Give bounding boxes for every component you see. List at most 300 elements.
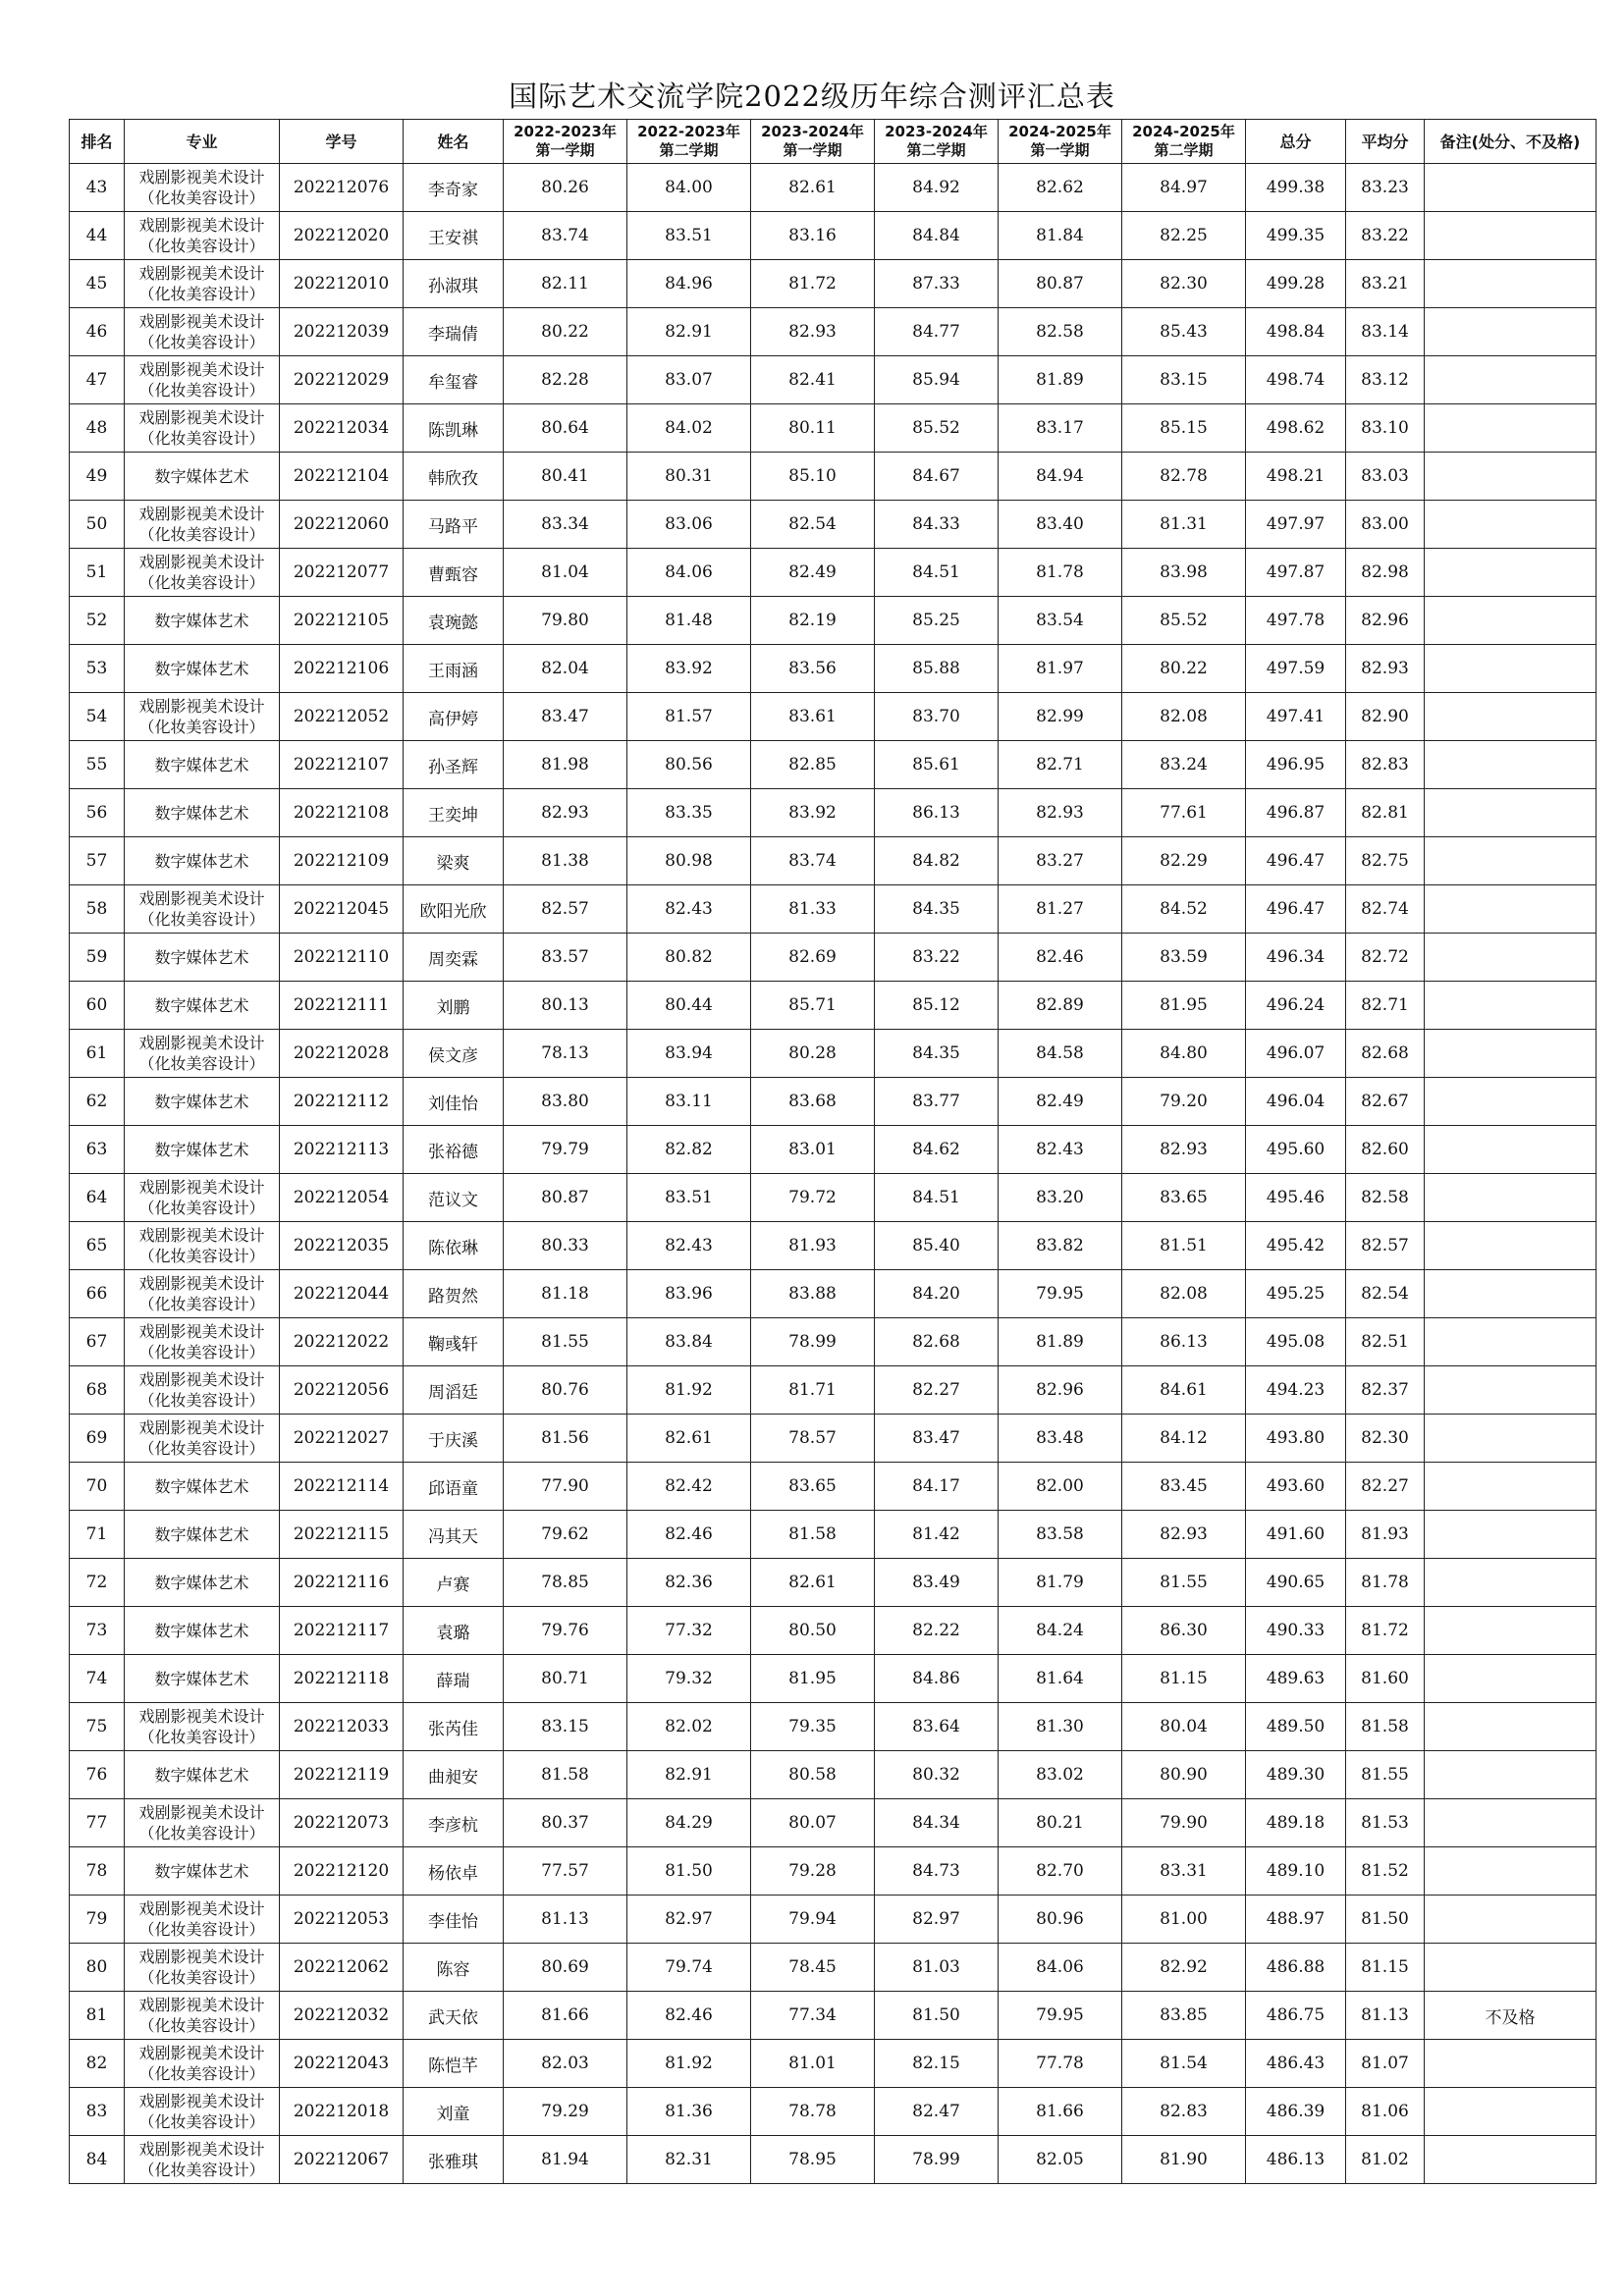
table-row bbox=[70, 404, 1597, 453]
total-cell: 496.87 bbox=[1246, 789, 1346, 837]
name-cell: 孙圣辉 bbox=[404, 741, 504, 789]
term-score-cell: 84.17 bbox=[875, 1463, 999, 1511]
term-score-cell: 82.22 bbox=[875, 1607, 999, 1655]
term-score-cell: 81.79 bbox=[999, 1559, 1122, 1607]
term-score-cell: 83.01 bbox=[751, 1126, 875, 1174]
name-cell: 李奇家 bbox=[404, 164, 504, 212]
rank-cell: 59 bbox=[70, 934, 125, 982]
header-term-year: 2024-2025年 bbox=[1008, 123, 1111, 140]
term-score-cell: 80.13 bbox=[504, 982, 627, 1030]
term-score-cell: 80.90 bbox=[1122, 1751, 1246, 1799]
major-line: （化妆美容设计） bbox=[138, 1968, 265, 1987]
term-score-cell: 82.83 bbox=[1122, 2088, 1246, 2136]
term-score-cell: 85.40 bbox=[875, 1222, 999, 1270]
major-line: （化妆美容设计） bbox=[138, 1343, 265, 1362]
major-line: （化妆美容设计） bbox=[138, 2161, 265, 2179]
table-row bbox=[70, 982, 1597, 1030]
term-score-cell: 81.78 bbox=[999, 549, 1122, 597]
term-score-cell: 80.44 bbox=[627, 982, 751, 1030]
table-row bbox=[70, 837, 1597, 885]
table-row bbox=[70, 1030, 1597, 1078]
major-line: 数字媒体艺术 bbox=[154, 1861, 249, 1881]
term-score-cell: 84.20 bbox=[875, 1270, 999, 1318]
major-line: 数字媒体艺术 bbox=[154, 466, 249, 486]
student-id-cell: 202212028 bbox=[280, 1030, 404, 1078]
student-id-cell: 202212106 bbox=[280, 645, 404, 693]
header-remark: 备注(处分、不及格) bbox=[1425, 120, 1597, 164]
student-id-cell: 202212020 bbox=[280, 212, 404, 260]
term-score-cell: 84.82 bbox=[875, 837, 999, 885]
average-cell: 83.22 bbox=[1346, 212, 1425, 260]
student-id-cell: 202212043 bbox=[280, 2040, 404, 2088]
term-score-cell: 83.45 bbox=[1122, 1463, 1246, 1511]
name-cell: 高伊婷 bbox=[404, 693, 504, 741]
total-cell: 486.43 bbox=[1246, 2040, 1346, 2088]
term-score-cell: 80.21 bbox=[999, 1799, 1122, 1847]
term-score-cell: 82.04 bbox=[504, 645, 627, 693]
term-score-cell: 84.24 bbox=[999, 1607, 1122, 1655]
major-cell bbox=[125, 453, 280, 501]
term-score-cell: 82.91 bbox=[627, 308, 751, 356]
term-score-cell: 83.54 bbox=[999, 597, 1122, 645]
term-score-cell: 78.45 bbox=[751, 1944, 875, 1992]
average-cell: 83.12 bbox=[1346, 356, 1425, 404]
rank-cell: 45 bbox=[70, 260, 125, 308]
major-cell bbox=[125, 1174, 280, 1222]
table-row bbox=[70, 597, 1597, 645]
term-score-cell: 81.72 bbox=[751, 260, 875, 308]
major-line: 数字媒体艺术 bbox=[154, 1669, 249, 1688]
term-score-cell: 83.34 bbox=[504, 501, 627, 549]
term-score-cell: 83.59 bbox=[1122, 934, 1246, 982]
remark-cell bbox=[1425, 982, 1597, 1030]
rank-cell: 63 bbox=[70, 1126, 125, 1174]
remark-cell bbox=[1425, 356, 1597, 404]
average-cell: 82.67 bbox=[1346, 1078, 1425, 1126]
term-score-cell: 84.51 bbox=[875, 1174, 999, 1222]
table-row bbox=[70, 741, 1597, 789]
name-cell: 武天依 bbox=[404, 1992, 504, 2040]
student-id-cell: 202212107 bbox=[280, 741, 404, 789]
remark-cell bbox=[1425, 1896, 1597, 1944]
term-score-cell: 85.10 bbox=[751, 453, 875, 501]
term-score-cell: 84.96 bbox=[627, 260, 751, 308]
term-score-cell: 82.31 bbox=[627, 2136, 751, 2184]
term-score-cell: 85.43 bbox=[1122, 308, 1246, 356]
major-line: 数字媒体艺术 bbox=[154, 1476, 249, 1496]
student-id-cell: 202212053 bbox=[280, 1896, 404, 1944]
name-cell: 曹甄容 bbox=[404, 549, 504, 597]
term-score-cell: 86.13 bbox=[875, 789, 999, 837]
term-score-cell: 82.29 bbox=[1122, 837, 1246, 885]
average-cell: 82.51 bbox=[1346, 1318, 1425, 1366]
name-cell: 侯文彦 bbox=[404, 1030, 504, 1078]
header-rank: 排名 bbox=[70, 120, 125, 164]
term-score-cell: 83.48 bbox=[999, 1415, 1122, 1463]
term-score-cell: 82.91 bbox=[627, 1751, 751, 1799]
term-score-cell: 83.17 bbox=[999, 404, 1122, 453]
major-cell bbox=[125, 1703, 280, 1751]
major-cell bbox=[125, 645, 280, 693]
rank-cell: 70 bbox=[70, 1463, 125, 1511]
term-score-cell: 83.74 bbox=[751, 837, 875, 885]
page-title: 国际艺术交流学院2022级历年综合测评汇总表 bbox=[509, 80, 1115, 113]
term-score-cell: 81.38 bbox=[504, 837, 627, 885]
rank-cell: 43 bbox=[70, 164, 125, 212]
major-cell bbox=[125, 1030, 280, 1078]
rank-cell: 69 bbox=[70, 1415, 125, 1463]
major-line: （化妆美容设计） bbox=[138, 2112, 265, 2131]
term-score-cell: 82.49 bbox=[751, 549, 875, 597]
term-score-cell: 77.57 bbox=[504, 1847, 627, 1896]
term-score-cell: 80.22 bbox=[504, 308, 627, 356]
remark-cell bbox=[1425, 1847, 1597, 1896]
term-score-cell: 85.94 bbox=[875, 356, 999, 404]
header-term bbox=[875, 120, 999, 164]
term-score-cell: 81.66 bbox=[504, 1992, 627, 2040]
table-row bbox=[70, 501, 1597, 549]
term-score-cell: 84.86 bbox=[875, 1655, 999, 1703]
term-score-cell: 83.68 bbox=[751, 1078, 875, 1126]
term-score-cell: 84.06 bbox=[999, 1944, 1122, 1992]
average-cell: 82.96 bbox=[1346, 597, 1425, 645]
term-score-cell: 82.58 bbox=[999, 308, 1122, 356]
average-cell: 82.71 bbox=[1346, 982, 1425, 1030]
term-score-cell: 82.54 bbox=[751, 501, 875, 549]
major-line: 数字媒体艺术 bbox=[154, 803, 249, 823]
major-line: 戏剧影视美术设计 bbox=[138, 889, 265, 908]
name-cell: 韩欣孜 bbox=[404, 453, 504, 501]
table-row bbox=[70, 1944, 1597, 1992]
term-score-cell: 81.57 bbox=[627, 693, 751, 741]
term-score-cell: 83.57 bbox=[504, 934, 627, 982]
term-score-cell: 78.78 bbox=[751, 2088, 875, 2136]
total-cell: 497.59 bbox=[1246, 645, 1346, 693]
term-score-cell: 80.96 bbox=[999, 1896, 1122, 1944]
table-row bbox=[70, 1751, 1597, 1799]
table-row bbox=[70, 1270, 1597, 1318]
term-score-cell: 81.48 bbox=[627, 597, 751, 645]
term-score-cell: 83.61 bbox=[751, 693, 875, 741]
table-row bbox=[70, 1222, 1597, 1270]
remark-cell bbox=[1425, 1126, 1597, 1174]
table-row bbox=[70, 885, 1597, 934]
term-score-cell: 78.99 bbox=[875, 2136, 999, 2184]
name-cell: 张裕德 bbox=[404, 1126, 504, 1174]
term-score-cell: 81.18 bbox=[504, 1270, 627, 1318]
rank-cell: 48 bbox=[70, 404, 125, 453]
total-cell: 495.25 bbox=[1246, 1270, 1346, 1318]
header-row bbox=[70, 120, 1597, 164]
total-cell: 495.60 bbox=[1246, 1126, 1346, 1174]
major-line: （化妆美容设计） bbox=[138, 381, 265, 400]
rank-cell: 54 bbox=[70, 693, 125, 741]
student-id-cell: 202212027 bbox=[280, 1415, 404, 1463]
student-id-cell: 202212076 bbox=[280, 164, 404, 212]
average-cell: 81.58 bbox=[1346, 1703, 1425, 1751]
table-row bbox=[70, 1463, 1597, 1511]
header-average: 平均分 bbox=[1346, 120, 1425, 164]
term-score-cell: 83.40 bbox=[999, 501, 1122, 549]
header-term-year: 2023-2024年 bbox=[885, 123, 988, 140]
term-score-cell: 84.35 bbox=[875, 1030, 999, 1078]
term-score-cell: 83.70 bbox=[875, 693, 999, 741]
term-score-cell: 79.32 bbox=[627, 1655, 751, 1703]
major-line: （化妆美容设计） bbox=[138, 237, 265, 255]
name-cell: 王奕坤 bbox=[404, 789, 504, 837]
term-score-cell: 84.35 bbox=[875, 885, 999, 934]
term-score-cell: 85.25 bbox=[875, 597, 999, 645]
student-id-cell: 202212114 bbox=[280, 1463, 404, 1511]
header-major: 专业 bbox=[125, 120, 280, 164]
term-score-cell: 82.69 bbox=[751, 934, 875, 982]
term-score-cell: 83.15 bbox=[1122, 356, 1246, 404]
term-score-cell: 80.22 bbox=[1122, 645, 1246, 693]
average-cell: 81.60 bbox=[1346, 1655, 1425, 1703]
total-cell: 499.28 bbox=[1246, 260, 1346, 308]
table-row bbox=[70, 1078, 1597, 1126]
term-score-cell: 81.71 bbox=[751, 1366, 875, 1415]
major-line: 戏剧影视美术设计 bbox=[138, 1226, 265, 1245]
term-score-cell: 78.85 bbox=[504, 1559, 627, 1607]
term-score-cell: 82.19 bbox=[751, 597, 875, 645]
term-score-cell: 78.13 bbox=[504, 1030, 627, 1078]
average-cell: 82.54 bbox=[1346, 1270, 1425, 1318]
rank-cell: 74 bbox=[70, 1655, 125, 1703]
term-score-cell: 84.73 bbox=[875, 1847, 999, 1896]
total-cell: 488.97 bbox=[1246, 1896, 1346, 1944]
major-cell bbox=[125, 1222, 280, 1270]
total-cell: 486.75 bbox=[1246, 1992, 1346, 2040]
major-line: （化妆美容设计） bbox=[138, 1054, 265, 1073]
student-id-cell: 202212120 bbox=[280, 1847, 404, 1896]
total-cell: 496.04 bbox=[1246, 1078, 1346, 1126]
major-cell bbox=[125, 693, 280, 741]
average-cell: 83.14 bbox=[1346, 308, 1425, 356]
term-score-cell: 80.76 bbox=[504, 1366, 627, 1415]
term-score-cell: 80.58 bbox=[751, 1751, 875, 1799]
table-row bbox=[70, 645, 1597, 693]
term-score-cell: 79.79 bbox=[504, 1126, 627, 1174]
term-score-cell: 83.15 bbox=[504, 1703, 627, 1751]
student-id-cell: 202212018 bbox=[280, 2088, 404, 2136]
term-score-cell: 81.97 bbox=[999, 645, 1122, 693]
student-id-cell: 202212118 bbox=[280, 1655, 404, 1703]
header-name: 姓名 bbox=[404, 120, 504, 164]
table-row bbox=[70, 1703, 1597, 1751]
major-line: 戏剧影视美术设计 bbox=[138, 1178, 265, 1197]
major-cell bbox=[125, 789, 280, 837]
term-score-cell: 78.99 bbox=[751, 1318, 875, 1366]
table-row bbox=[70, 453, 1597, 501]
table-header bbox=[70, 120, 1597, 164]
total-cell: 496.47 bbox=[1246, 885, 1346, 934]
header-term-semester: 第二学期 bbox=[659, 141, 719, 159]
average-cell: 82.30 bbox=[1346, 1415, 1425, 1463]
term-score-cell: 82.97 bbox=[875, 1896, 999, 1944]
total-cell: 489.10 bbox=[1246, 1847, 1346, 1896]
major-cell bbox=[125, 356, 280, 404]
term-score-cell: 82.08 bbox=[1122, 1270, 1246, 1318]
total-cell: 490.65 bbox=[1246, 1559, 1346, 1607]
term-score-cell: 83.84 bbox=[627, 1318, 751, 1366]
remark-cell bbox=[1425, 1318, 1597, 1366]
rank-cell: 83 bbox=[70, 2088, 125, 2136]
name-cell: 卢赛 bbox=[404, 1559, 504, 1607]
table-row bbox=[70, 1992, 1597, 2040]
term-score-cell: 80.82 bbox=[627, 934, 751, 982]
average-cell: 82.83 bbox=[1346, 741, 1425, 789]
term-score-cell: 83.92 bbox=[627, 645, 751, 693]
term-score-cell: 84.62 bbox=[875, 1126, 999, 1174]
major-line: （化妆美容设计） bbox=[138, 1824, 265, 1842]
term-score-cell: 86.13 bbox=[1122, 1318, 1246, 1366]
term-score-cell: 84.33 bbox=[875, 501, 999, 549]
term-score-cell: 83.02 bbox=[999, 1751, 1122, 1799]
student-id-cell: 202212105 bbox=[280, 597, 404, 645]
major-line: （化妆美容设计） bbox=[138, 1391, 265, 1410]
total-cell: 497.78 bbox=[1246, 597, 1346, 645]
average-cell: 82.75 bbox=[1346, 837, 1425, 885]
term-score-cell: 80.50 bbox=[751, 1607, 875, 1655]
total-cell: 491.60 bbox=[1246, 1511, 1346, 1559]
average-cell: 81.78 bbox=[1346, 1559, 1425, 1607]
total-cell: 494.23 bbox=[1246, 1366, 1346, 1415]
term-score-cell: 84.52 bbox=[1122, 885, 1246, 934]
major-cell bbox=[125, 1415, 280, 1463]
term-score-cell: 79.76 bbox=[504, 1607, 627, 1655]
term-score-cell: 77.32 bbox=[627, 1607, 751, 1655]
rank-cell: 73 bbox=[70, 1607, 125, 1655]
term-score-cell: 82.97 bbox=[627, 1896, 751, 1944]
remark-cell bbox=[1425, 1222, 1597, 1270]
student-id-cell: 202212110 bbox=[280, 934, 404, 982]
major-line: 戏剧影视美术设计 bbox=[138, 360, 265, 379]
term-score-cell: 79.90 bbox=[1122, 1799, 1246, 1847]
average-cell: 81.50 bbox=[1346, 1896, 1425, 1944]
term-score-cell: 80.07 bbox=[751, 1799, 875, 1847]
term-score-cell: 87.33 bbox=[875, 260, 999, 308]
term-score-cell: 83.27 bbox=[999, 837, 1122, 885]
term-score-cell: 80.26 bbox=[504, 164, 627, 212]
major-cell bbox=[125, 837, 280, 885]
term-score-cell: 82.08 bbox=[1122, 693, 1246, 741]
term-score-cell: 81.58 bbox=[504, 1751, 627, 1799]
term-score-cell: 81.89 bbox=[999, 356, 1122, 404]
rank-cell: 82 bbox=[70, 2040, 125, 2088]
term-score-cell: 80.64 bbox=[504, 404, 627, 453]
name-cell: 袁琬懿 bbox=[404, 597, 504, 645]
term-score-cell: 82.15 bbox=[875, 2040, 999, 2088]
term-score-cell: 81.55 bbox=[504, 1318, 627, 1366]
rank-cell: 55 bbox=[70, 741, 125, 789]
term-score-cell: 83.74 bbox=[504, 212, 627, 260]
average-cell: 82.57 bbox=[1346, 1222, 1425, 1270]
total-cell: 496.95 bbox=[1246, 741, 1346, 789]
major-cell bbox=[125, 982, 280, 1030]
rank-cell: 56 bbox=[70, 789, 125, 837]
header-term-year: 2024-2025年 bbox=[1132, 123, 1235, 140]
major-cell bbox=[125, 212, 280, 260]
name-cell: 李佳怡 bbox=[404, 1896, 504, 1944]
major-line: 数字媒体艺术 bbox=[154, 947, 249, 967]
student-id-cell: 202212029 bbox=[280, 356, 404, 404]
term-score-cell: 82.68 bbox=[875, 1318, 999, 1366]
average-cell: 81.55 bbox=[1346, 1751, 1425, 1799]
name-cell: 袁璐 bbox=[404, 1607, 504, 1655]
major-cell bbox=[125, 1799, 280, 1847]
remark-cell bbox=[1425, 1559, 1597, 1607]
major-cell bbox=[125, 1318, 280, 1366]
term-score-cell: 83.85 bbox=[1122, 1992, 1246, 2040]
term-score-cell: 79.20 bbox=[1122, 1078, 1246, 1126]
total-cell: 498.62 bbox=[1246, 404, 1346, 453]
term-score-cell: 83.06 bbox=[627, 501, 751, 549]
name-cell: 范议文 bbox=[404, 1174, 504, 1222]
term-score-cell: 81.30 bbox=[999, 1703, 1122, 1751]
remark-cell bbox=[1425, 453, 1597, 501]
term-score-cell: 80.87 bbox=[999, 260, 1122, 308]
term-score-cell: 82.43 bbox=[627, 885, 751, 934]
total-cell: 496.47 bbox=[1246, 837, 1346, 885]
rank-cell: 79 bbox=[70, 1896, 125, 1944]
student-id-cell: 202212115 bbox=[280, 1511, 404, 1559]
term-score-cell: 81.00 bbox=[1122, 1896, 1246, 1944]
major-cell bbox=[125, 597, 280, 645]
total-cell: 497.97 bbox=[1246, 501, 1346, 549]
remark-cell bbox=[1425, 404, 1597, 453]
name-cell: 陈恺芊 bbox=[404, 2040, 504, 2088]
term-score-cell: 81.89 bbox=[999, 1318, 1122, 1366]
term-score-cell: 80.98 bbox=[627, 837, 751, 885]
table-body bbox=[70, 164, 1597, 2184]
name-cell: 周滔廷 bbox=[404, 1366, 504, 1415]
major-cell bbox=[125, 885, 280, 934]
term-score-cell: 81.90 bbox=[1122, 2136, 1246, 2184]
student-id-cell: 202212056 bbox=[280, 1366, 404, 1415]
rank-cell: 61 bbox=[70, 1030, 125, 1078]
rank-cell: 50 bbox=[70, 501, 125, 549]
term-score-cell: 83.82 bbox=[999, 1222, 1122, 1270]
total-cell: 495.46 bbox=[1246, 1174, 1346, 1222]
header-term-semester: 第二学期 bbox=[1154, 141, 1214, 159]
term-score-cell: 83.94 bbox=[627, 1030, 751, 1078]
term-score-cell: 80.56 bbox=[627, 741, 751, 789]
rank-cell: 72 bbox=[70, 1559, 125, 1607]
term-score-cell: 79.62 bbox=[504, 1511, 627, 1559]
major-line: 戏剧影视美术设计 bbox=[138, 1948, 265, 1966]
remark-cell bbox=[1425, 164, 1597, 212]
remark-cell bbox=[1425, 1463, 1597, 1511]
total-cell: 486.39 bbox=[1246, 2088, 1346, 2136]
remark-cell bbox=[1425, 1030, 1597, 1078]
term-score-cell: 84.97 bbox=[1122, 164, 1246, 212]
major-cell bbox=[125, 1896, 280, 1944]
name-cell: 陈凯琳 bbox=[404, 404, 504, 453]
term-score-cell: 83.51 bbox=[627, 212, 751, 260]
major-line: 数字媒体艺术 bbox=[154, 1765, 249, 1785]
name-cell: 李瑞倩 bbox=[404, 308, 504, 356]
table-row bbox=[70, 1896, 1597, 1944]
major-line: 戏剧影视美术设计 bbox=[138, 505, 265, 523]
term-score-cell: 83.24 bbox=[1122, 741, 1246, 789]
major-line: 戏剧影视美术设计 bbox=[138, 216, 265, 235]
table-row bbox=[70, 2040, 1597, 2088]
name-cell: 鞠彧轩 bbox=[404, 1318, 504, 1366]
remark-cell bbox=[1425, 308, 1597, 356]
remark-cell bbox=[1425, 1799, 1597, 1847]
term-score-cell: 80.28 bbox=[751, 1030, 875, 1078]
